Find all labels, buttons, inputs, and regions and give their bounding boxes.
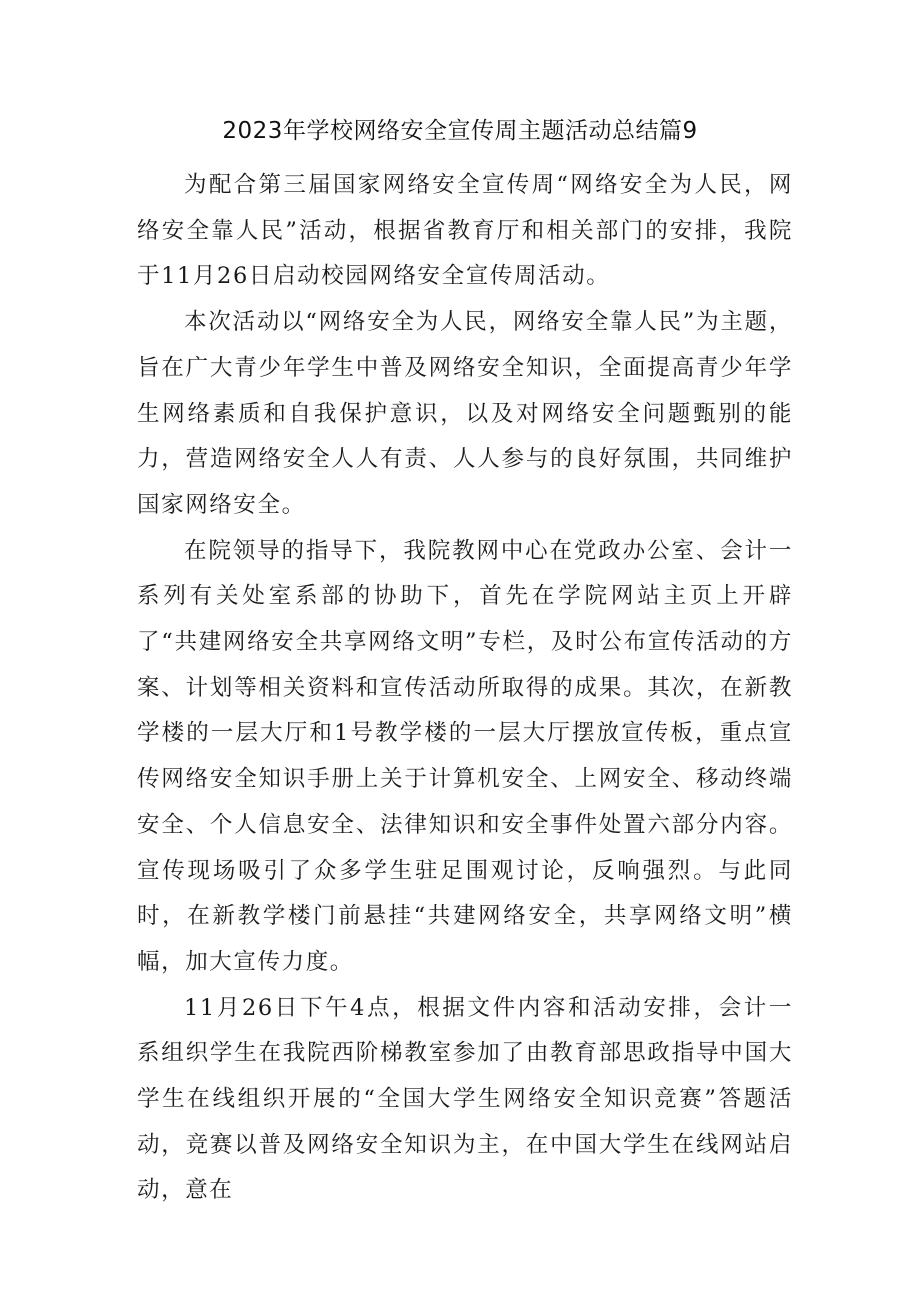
paragraph-1: 为配合第三届国家网络安全宣传周“网络安全为人民，网络安全靠人民”活动，根据省教育厅和相关部门的安排，我院于11月26日启动校园网络安全宣传周活动。 <box>137 172 793 290</box>
paragraph-4: 11月26日下午4点，根据文件内容和活动安排，会计一系组织学生在我院西阶梯教室参加了由教育部思政指导中国大学生在线组织开展的“全国大学生网络安全知识竞赛”答题活动，竞赛以普及网络安全知识为主，在中国大学生在线网站启动，意在 <box>137 994 793 1204</box>
document-body <box>137 163 793 1214</box>
paragraph-3: 在院领导的指导下，我院教网中心在党政办公室、会计一系列有关处室系部的协助下，首先在学院网站主页上开辟了“共建网络安全共享网络文明”专栏，及时公布宣传活动的方案、计划等相关资料和宣传活动所取得的成果。其次，在新教学楼的一层大厅和1号教学楼的一层大厅摆放宣传板，重点宣传网络安全知识手册上关于计算机安全、上网安全、移动终端安全、个人信息安全、法律知识和安全事件处置六部分内容。宣传现场吸引了众多学生驻足围观讨论，反响强烈。与此同时，在新教学楼门前悬挂“共建网络安全，共享网络文明”横幅，加大宣传力度。 <box>137 537 793 975</box>
paragraph-2: 本次活动以“网络安全为人民，网络安全靠人民”为主题，旨在广大青少年学生中普及网络安全知识，全面提高青少年学生网络素质和自我保护意识，以及对网络安全问题甄别的能力，营造网络安全人人有责、人人参与的良好氛围，共同维护国家网络安全。 <box>137 309 793 518</box>
document-title: 2023年学校网络安全宣传周主题活动总结篇9 <box>222 118 698 144</box>
